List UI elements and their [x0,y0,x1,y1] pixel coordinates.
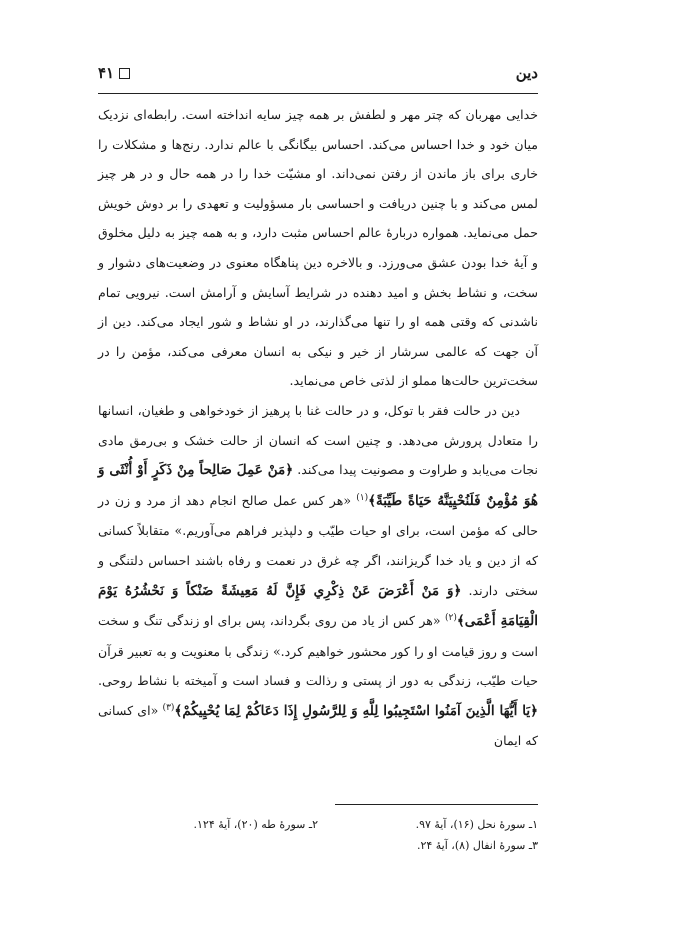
chapter-title: دین [515,64,538,82]
quran-verse: ﴿يَا أَيُّهَا الَّذِينَ آمَنُوا اسْتَجِيبُوا لِلَّهِ وَ لِلرَّسُولِ إِذَا دَعَاكُمْ لِمَا يُحْيِيكُمْ﴾ [174,702,538,719]
page-number-text: ۴۱ [98,64,115,82]
footnote-ref: (۳) [162,702,175,713]
footnote-ref: (۲) [444,612,457,623]
text-run: خدایی مهربان که چتر مهر و لطفش بر همه چیز سایه انداخته است. رابطه‌ای نزدیک میان خود و خدا احساس می‌کند. احساس بیگانگی با عالم ندارد. رنج‌ها و مشکلات را خاری برای باز ماندن از رفتن نمی‌داند. او مشیّت خدا را در همه حال و در هر چیز لمس می‌کند و با چنین دریافت و احساسی بار مسؤولیت و تعهدی را بر دوش خویش حمل می‌نماید. همواره دربارهٔ عالم احساس مثبت دارد، و به همه چیز به دلیل مخلوق و آیهٔ خدا بودن عشق می‌ورزد. و بالاخره دین پناهگاه معنوی در وضعیت‌های دشوار و سخت، و نشاط بخش و امید دهنده در شرایط آسایش و آرامش است. نیرویی تمام ناشدنی که وقتی همه او را تنها می‌گذارند، در او نشاط و شور ایجاد می‌کند. دین از آن جهت که عالمی سرشار از خیر و نیکی به انسان معرفی می‌کند، مؤمن را در سخت‌ترین حالت‌ها مملو از لذتی خاص می‌نماید. [98,107,538,389]
page-number [98,64,130,82]
footnote-ref: (۱) [356,492,369,503]
page-header [98,60,538,86]
body-text [98,100,538,756]
footnote-1: ۱ـ سورهٔ نحل (۱۶)، آیهٔ ۹۷. [415,818,538,831]
footnote-2: ۲ـ سورهٔ طه (۲۰)، آیهٔ ۱۲۴. [193,818,318,831]
text-run: «هر کس از یاد من روی بگرداند، پس برای او زندگی تنگ و سخت است و روز قیامت او را کور محشور خواهیم کرد.» زندگی با معنویت و به تعبیر قرآن حیات طیّب، زندگی به دور از پستی و رذالت و فساد است و آمیخته با نشاط روحی. [98,613,538,689]
footnotes [98,814,538,856]
footnote-3: ۳ـ سورهٔ انفال (۸)، آیهٔ ۲۴. [416,839,538,852]
text-run: «هر کس عمل صالح انجام دهد از مرد و زن در حالی که مؤمن است، برای او حیات طیّب و دلپذیر فراهم می‌آوریم.» متقابلاً کسانی که از دین و یاد خدا گریزانند، اگر چه غرق در نعمت و رفاه باشند احساس دلتنگی و سختی دارند. [98,492,538,598]
square-icon [119,68,130,79]
quran-verse: ﴿مَنْ عَمِلَ صَالِحاً مِنْ ذَكَرٍ أَوْ أُنْثَى وَ هُوَ مُؤْمِنٌ فَلَنُحْيِيَنَّهُ حَيَاةً طَيِّبَةً﴾ [98,462,538,509]
footnote-divider [335,804,538,805]
text-run: «ای کسانی که ایمان [98,702,538,749]
quran-verse: ﴿وَ مَنْ أَعْرَضَ عَنْ ذِكْرِي فَإِنَّ لَهُ مَعِيشَةً ضَنْكاً وَ نَحْشُرُهُ يَوْمَ الْقِيَامَةِ أَعْمَى﴾ [98,582,538,630]
text-run: دین در حالت فقر با توکل، و در حالت غنا با پرهیز از خودخواهی و طغیان، انسانها را متعادل پرورش می‌دهد. و چنین است که انسان از حالت خشک و بی‌رمق مادی نجات می‌یابد و طراوت و مصونیت پیدا می‌کند. [98,402,539,478]
paragraph [98,100,538,396]
header-divider [98,93,538,94]
paragraph [98,396,538,756]
